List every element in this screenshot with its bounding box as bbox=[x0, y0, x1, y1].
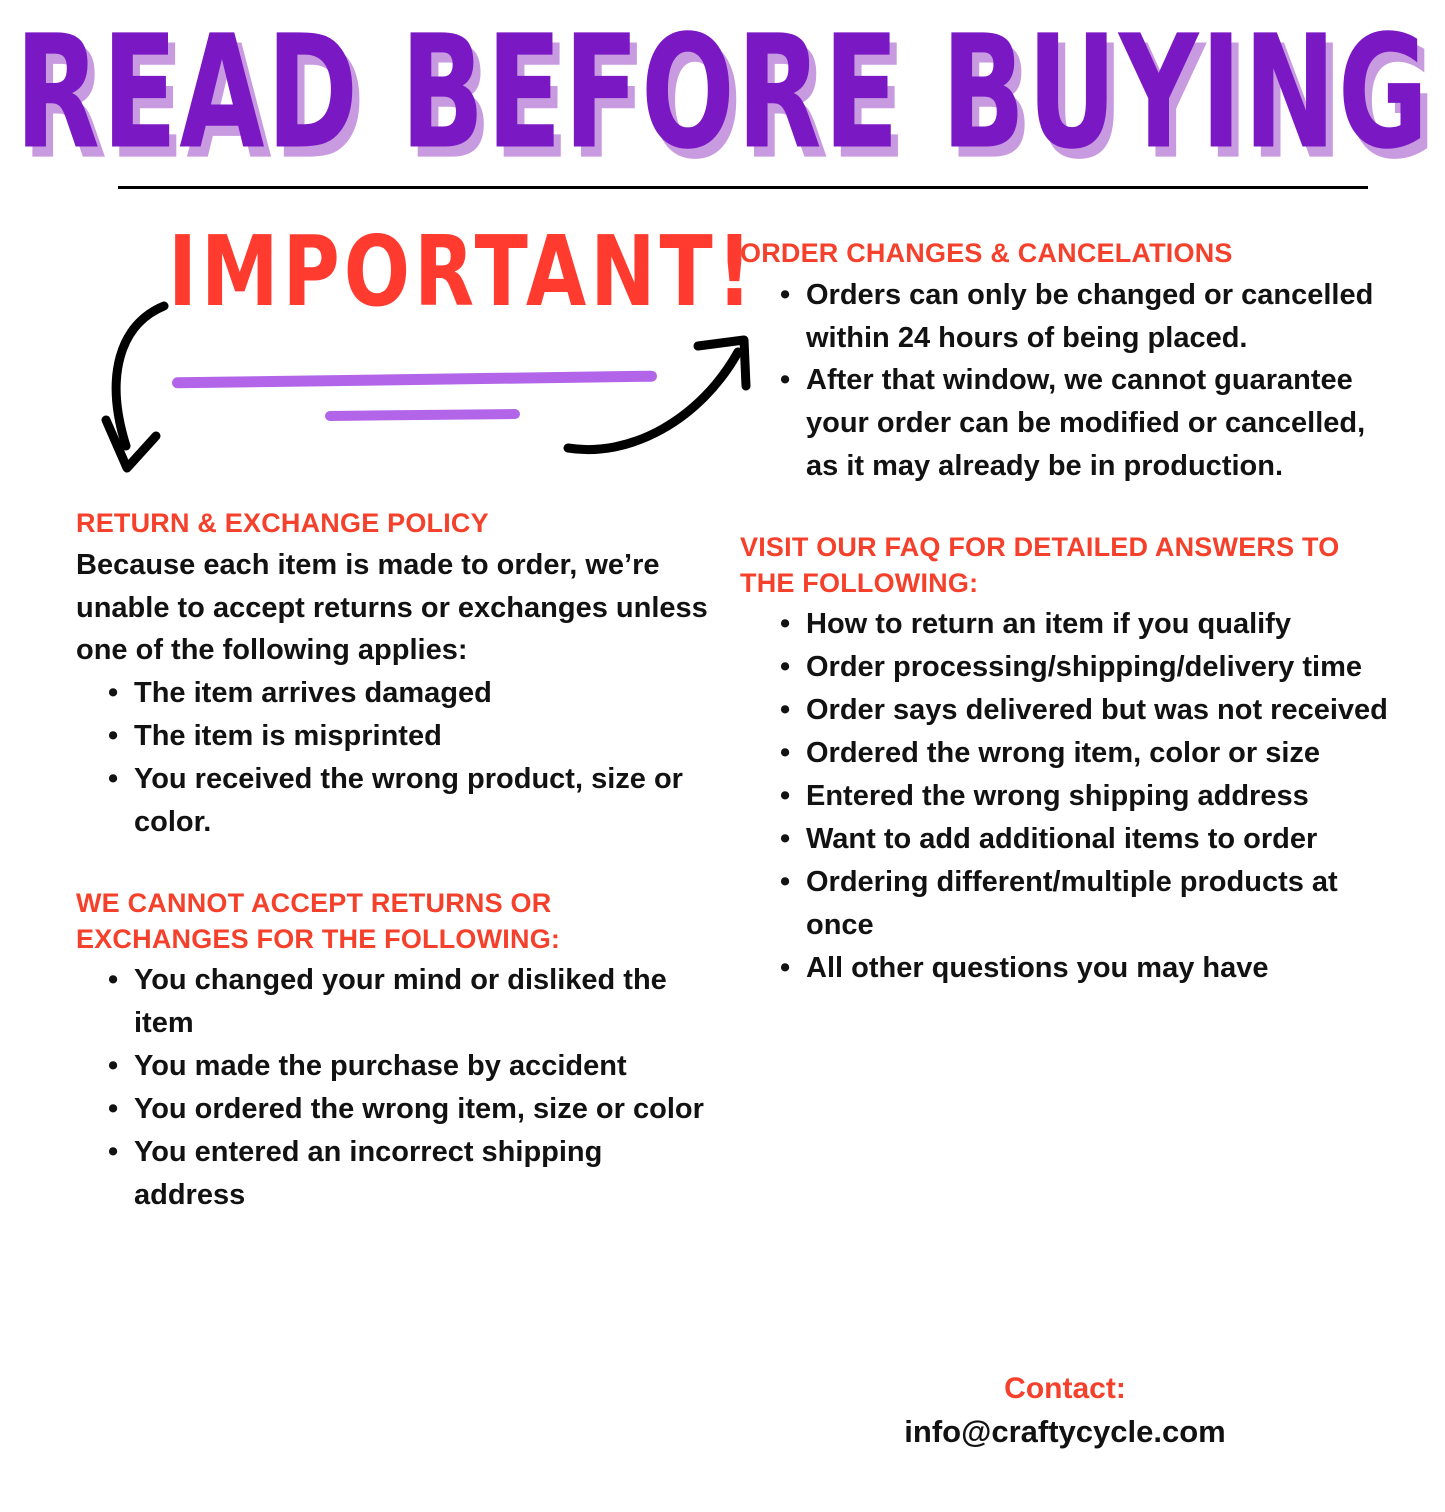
spacer bbox=[740, 488, 1390, 530]
list-item: • You received the wrong product, size or color. bbox=[134, 758, 716, 844]
list-item: • You ordered the wrong item, size or color bbox=[134, 1088, 716, 1131]
list-item: • Entered the wrong shipping address bbox=[806, 775, 1390, 818]
list-item: • How to return an item if you qualify bbox=[806, 603, 1390, 646]
spacer bbox=[76, 844, 716, 886]
return-policy-list bbox=[76, 672, 716, 844]
cannot-accept-list bbox=[76, 959, 716, 1216]
list-item: • You entered an incorrect shipping address bbox=[134, 1131, 716, 1217]
contact-label: Contact: bbox=[1004, 1372, 1126, 1405]
page-title-container bbox=[0, 2, 1445, 185]
faq-list bbox=[740, 603, 1390, 989]
curved-arrow-down-icon bbox=[96, 298, 206, 493]
list-item: • Orders can only be changed or cancelled within 24 hours of being placed. bbox=[806, 274, 1390, 360]
contact-email[interactable]: info@craftycycle.com bbox=[904, 1414, 1226, 1449]
list-item: • Order processing/shipping/delivery time bbox=[806, 646, 1390, 689]
order-changes-heading: ORDER CHANGES & CANCELATIONS bbox=[740, 238, 1233, 268]
list-item: • After that window, we cannot guarantee your order can be modified or cancelled, as it may already be in production. bbox=[806, 359, 1390, 488]
faq-heading: VISIT OUR FAQ FOR DETAILED ANSWERS TO THE FOLLOWING: bbox=[740, 532, 1340, 598]
list-item: • The item arrives damaged bbox=[134, 672, 716, 715]
return-policy-intro: Because each item is made to order, we’re unable to accept returns or exchanges unless one of the following applies: bbox=[76, 548, 708, 667]
list-item: • Ordered the wrong item, color or size bbox=[806, 732, 1390, 775]
list-item: • All other questions you may have bbox=[806, 947, 1390, 990]
title-divider bbox=[118, 186, 1368, 189]
right-column bbox=[740, 236, 1390, 990]
list-item: • Order says delivered but was not received bbox=[806, 689, 1390, 732]
page-title: READ BEFORE BUYING bbox=[14, 2, 1431, 185]
curved-arrow-up-right-icon bbox=[560, 330, 760, 460]
cannot-accept-heading: WE CANNOT ACCEPT RETURNS OR EXCHANGES FOR THE FOLLOWING: bbox=[76, 887, 561, 954]
important-underline-secondary bbox=[325, 409, 520, 421]
list-item: • The item is misprinted bbox=[134, 715, 716, 758]
list-item: • Ordering different/multiple products at once bbox=[806, 861, 1390, 947]
left-column bbox=[76, 506, 716, 1217]
important-callout: IMPORTANT! bbox=[168, 216, 757, 329]
list-item: • Want to add additional items to order bbox=[806, 818, 1390, 861]
list-item: • You made the purchase by accident bbox=[134, 1045, 716, 1088]
return-policy-heading: RETURN & EXCHANGE POLICY bbox=[76, 508, 489, 538]
contact-block bbox=[740, 1368, 1390, 1455]
list-item: • You changed your mind or disliked the item bbox=[134, 959, 716, 1045]
order-changes-list bbox=[740, 274, 1390, 489]
